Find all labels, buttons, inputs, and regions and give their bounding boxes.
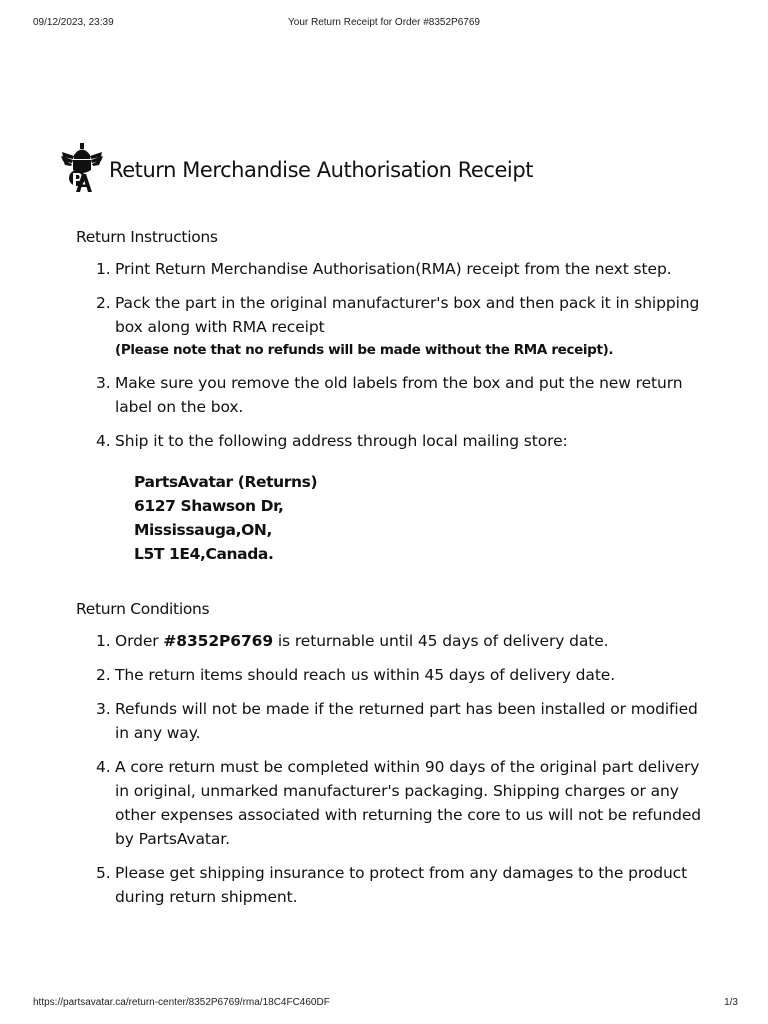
list-number: 3. [96, 700, 111, 718]
list-item [96, 291, 716, 361]
list-item [96, 629, 716, 653]
print-datetime: 09/12/2023, 23:39 [33, 17, 114, 28]
list-item [96, 861, 716, 909]
address-line: 6127 Shawson Dr, [134, 497, 284, 515]
list-item [96, 663, 716, 687]
list-item-text: Pack the part in the original manufacturer's box and then pack it in shipping box along with RMA receipt [115, 294, 700, 336]
rma-note: (Please note that no refunds will be made without the RMA receipt). [115, 342, 614, 358]
list-number: 2. [96, 294, 111, 312]
return-instructions-list [96, 257, 716, 463]
address-line: Mississauga,ON, [134, 521, 272, 539]
list-item-text: is returnable until 45 days of delivery date. [273, 632, 609, 650]
list-item-text: Refunds will not be made if the returned part has been installed or modified in any way. [115, 700, 698, 742]
list-number: 4. [96, 758, 111, 776]
list-item-text: A core return must be completed within 90 days of the original part delivery in original, unmarked manufacturer's packaging. Shipping charges or any other expenses associated with returning the core to us will not be refunded by PartsAvatar. [115, 758, 702, 848]
list-number: 3. [96, 374, 111, 392]
list-item-text: Order [115, 632, 164, 650]
address-line: PartsAvatar (Returns) [134, 473, 318, 491]
partsavatar-logo-icon [60, 140, 104, 194]
list-item [96, 371, 716, 419]
list-number: 5. [96, 864, 111, 882]
print-footer [33, 997, 738, 1011]
return-conditions-heading: Return Conditions [76, 600, 210, 618]
list-item-text: Please get shipping insurance to protect from any damages to the product during return shipment. [115, 864, 688, 906]
list-item [96, 697, 716, 745]
list-number: 1. [96, 632, 111, 650]
print-header [33, 17, 735, 31]
list-number: 1. [96, 260, 111, 278]
page-url: https://partsavatar.ca/return-center/8352P6769/rma/18C4FC460DF [33, 997, 330, 1008]
page-number: 1/3 [724, 997, 738, 1008]
list-item-text: Ship it to the following address through local mailing store: [115, 432, 568, 450]
return-address [134, 470, 317, 566]
list-item [96, 257, 716, 281]
list-item-text: Print Return Merchandise Authorisation(RMA) receipt from the next step. [115, 260, 672, 278]
list-item [96, 429, 716, 453]
address-line: L5T 1E4,Canada. [134, 545, 274, 563]
list-item-text: Make sure you remove the old labels from the box and put the new return label on the box. [115, 374, 683, 416]
list-number: 4. [96, 432, 111, 450]
print-document-title: Your Return Receipt for Order #8352P6769 [288, 17, 480, 28]
list-item-text: The return items should reach us within 45 days of delivery date. [115, 666, 616, 684]
return-conditions-list [96, 629, 716, 919]
return-instructions-heading: Return Instructions [76, 228, 218, 246]
list-item [96, 755, 716, 851]
list-number: 2. [96, 666, 111, 684]
page-title: Return Merchandise Authorisation Receipt [109, 158, 533, 182]
order-number: #8352P6769 [163, 632, 274, 650]
